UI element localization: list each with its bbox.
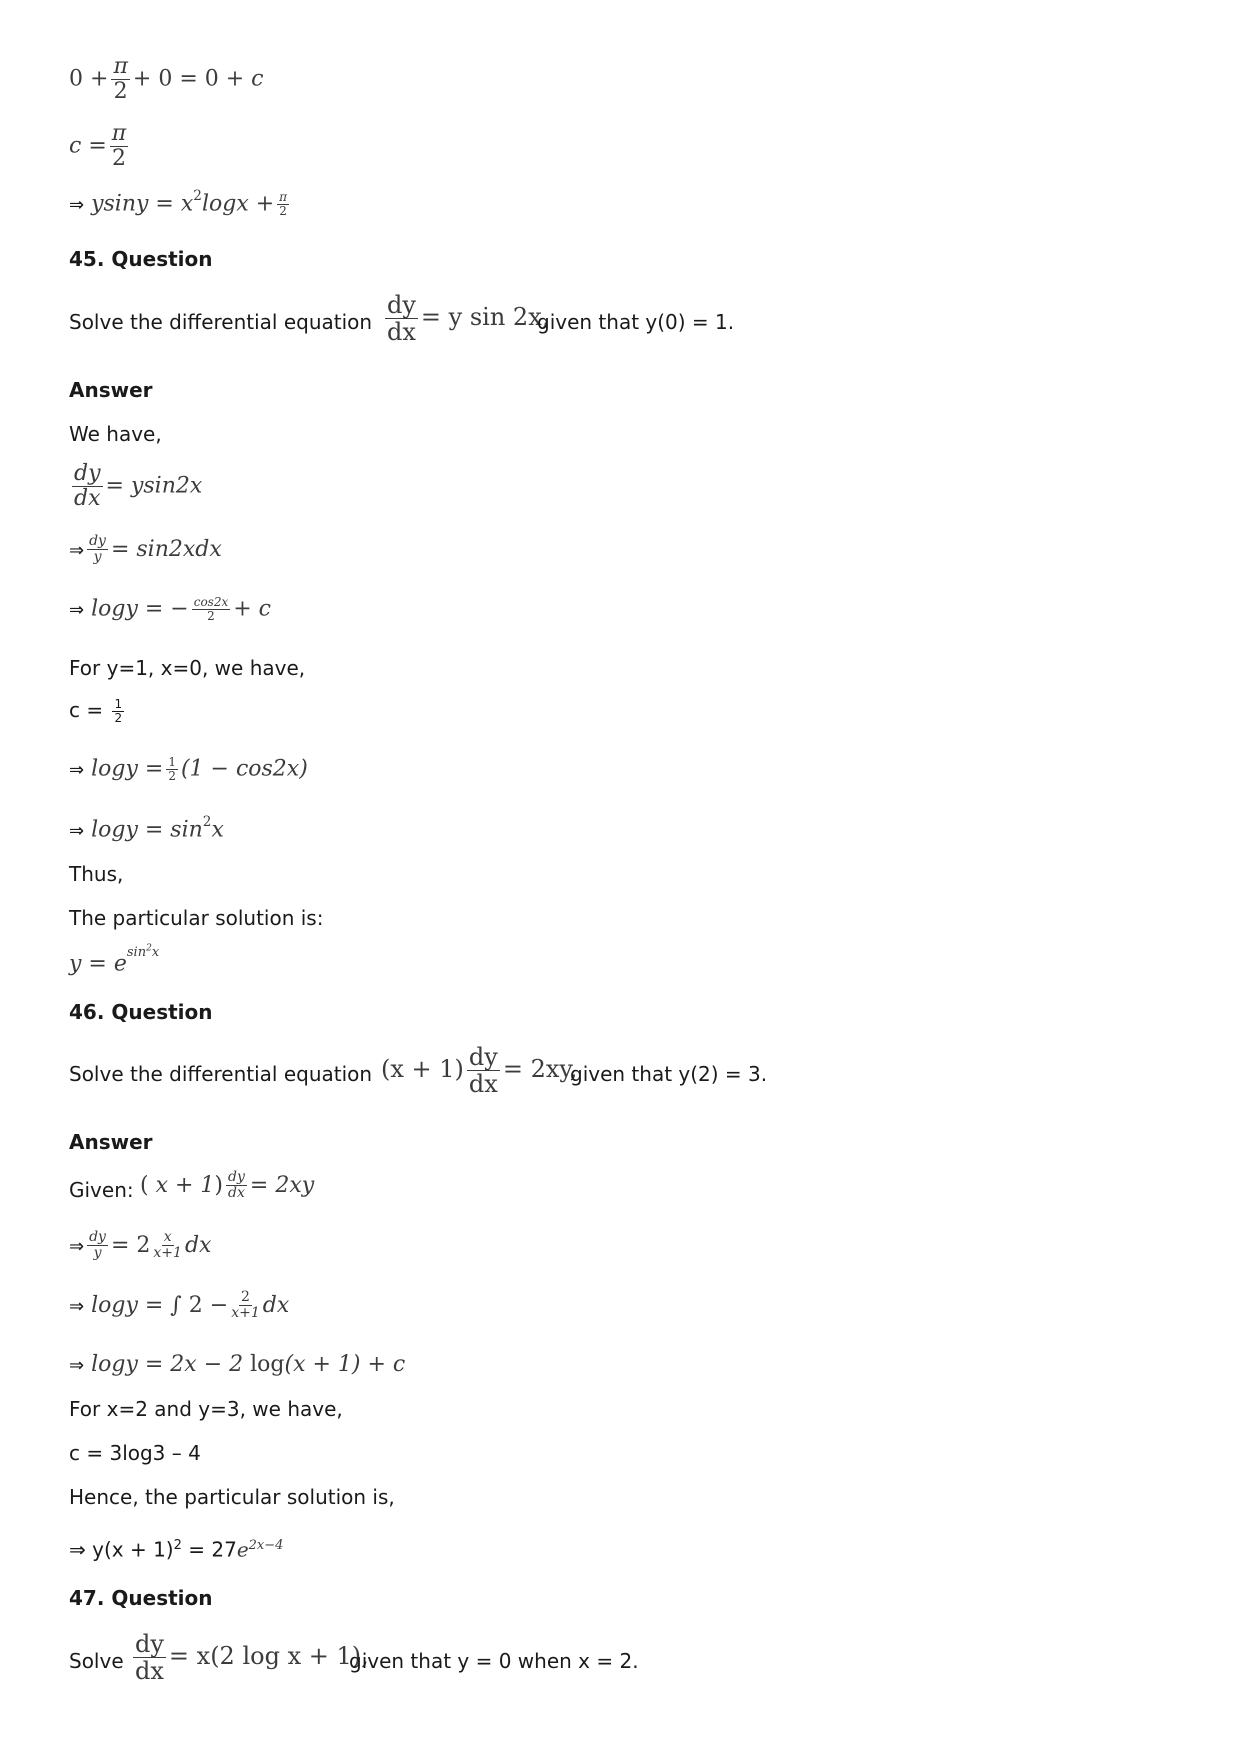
q46-step2: ⇒ logy = ∫ 2 − $\frac{2}{x+1}$ dx	[69, 1289, 290, 1322]
cont-line1: 0 + $\frac{\pi}{2}$ + 0 = 0 + c	[69, 54, 264, 105]
cont-line2: c = $\frac{\pi}{2}$	[69, 121, 127, 172]
q46-given-label: Given:	[69, 1178, 134, 1202]
q46-step3: ⇒ logy = 2x − 2 log(x + 1) + c	[69, 1352, 406, 1377]
q45-prompt-after: given that y(0) = 1.	[537, 310, 735, 334]
q46-step1: ⇒ $\frac{dy}{y}$ = 2 $\frac{x}{x+1}$ dx	[69, 1229, 212, 1262]
q46-condition: For x=2 and y=3, we have,	[69, 1397, 343, 1421]
q45-step4: ⇒ logy = $\frac{1}{2}$ (1 − cos2x)	[69, 755, 308, 784]
q45-step3: ⇒ logy = − $\frac{\cos 2x}{2}$ + c	[69, 595, 271, 624]
q46-solution-mid: = 27	[188, 1537, 237, 1562]
q46-heading: 46. Question	[69, 1000, 213, 1024]
q45-heading: 45. Question	[69, 247, 213, 271]
q45-particular: The particular solution is:	[69, 906, 324, 930]
q46-prompt-after: given that y(2) = 3.	[570, 1062, 768, 1086]
q45-c-value: c = $\frac{1}{2}$	[69, 697, 123, 726]
q46-solution	[69, 1534, 283, 1562]
q45-answer-label: Answer	[69, 378, 153, 402]
q46-solution-e-exp: 2x−4	[248, 1538, 284, 1553]
q45-solution: $y = e^{sin^2x}$	[69, 944, 160, 977]
q46-solution-prefix: ⇒ y(x + 1)	[69, 1537, 174, 1562]
q46-solution-e: e	[236, 1537, 249, 1562]
q45-step5: ⇒ $\log y = \sin^2x$	[69, 814, 224, 843]
q46-hence: Hence, the particular solution is,	[69, 1485, 395, 1509]
q47-heading: 47. Question	[69, 1586, 213, 1610]
q46-equation: (x + 1) $\frac{dy}{dx}$ = 2xy,	[381, 1043, 578, 1099]
q45-equation: $\frac{dy}{dx}$ = y sin 2x,	[387, 291, 550, 347]
q45-thus: Thus,	[69, 862, 124, 886]
cont-line3: ⇒ $ysiny = x^2\log x$ + $\frac{\pi}{2}$	[69, 188, 288, 218]
q45-prompt-before: Solve the differential equation	[69, 310, 373, 334]
q45-we-have: We have,	[69, 422, 162, 446]
q45-condition: For y=1, x=0, we have,	[69, 656, 306, 680]
q46-answer-label: Answer	[69, 1130, 153, 1154]
q45-step2: ⇒ $\frac{dy}{y}$ = sin2xdx	[69, 533, 222, 566]
q46-given-eq: ( x + 1) $\frac{dy}{dx}$ = 2xy	[140, 1169, 315, 1202]
q46-solution-exp: 2	[173, 1538, 182, 1553]
q47-prompt-after: given that y = 0 when x = 2.	[349, 1649, 639, 1673]
q45-step1: $\frac{dy}{dx}$ = ysin2x	[74, 461, 203, 512]
q46-prompt-before: Solve the differential equation	[69, 1062, 373, 1086]
q47-prompt-before: Solve	[69, 1649, 124, 1673]
q47-equation: $\frac{dy}{dx}$ = x(2 log x + 1),	[135, 1630, 369, 1686]
q46-c-value: c = 3log3 – 4	[69, 1441, 201, 1465]
